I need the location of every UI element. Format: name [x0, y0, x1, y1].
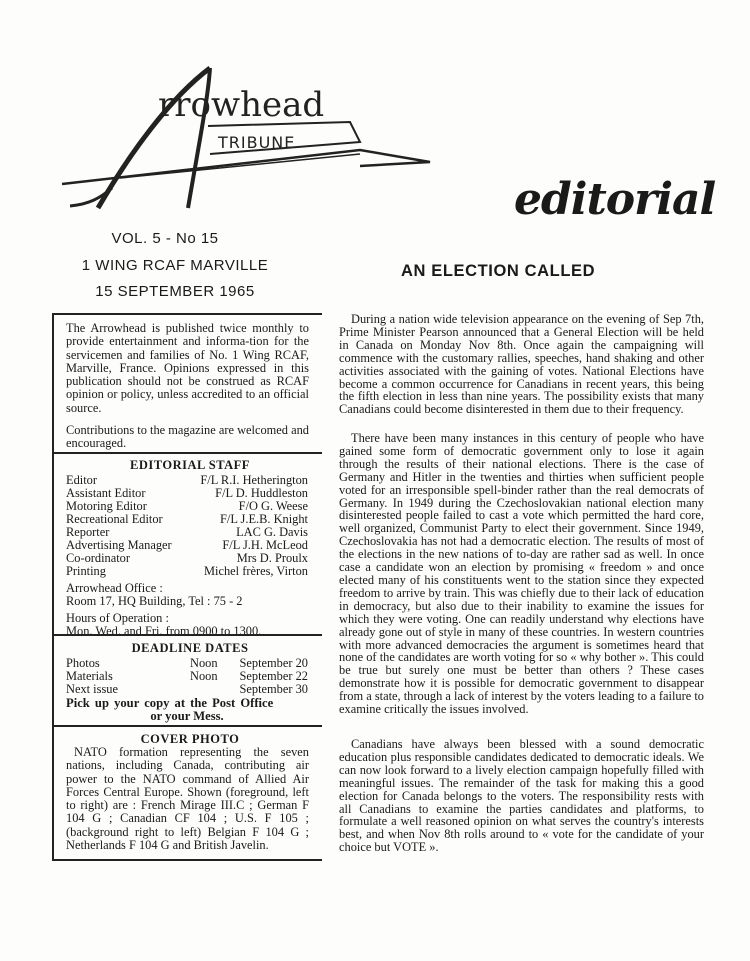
staff-row	[66, 565, 308, 578]
intro-text: The Arrowhead is published twice monthly to provide entertainment and informa-tion for the servicemen and families of No. 1 Wing RCAF, Marville, France. Opinions expressed in this publication should not be construed as RCAF opinion or policy, unless accredited to an official source.	[66, 321, 309, 415]
deadline-item: Next issue	[66, 682, 118, 696]
deadline-heading: DEADLINE DATES	[131, 641, 249, 655]
deadline-item: Photos	[66, 656, 100, 670]
article-paragraph: Canadians have always been blessed with a sound democratic education plus responsible candidates dedicated to democratic ideals. We can now look forward to a lively election campaign hopefully filled with meaningful issues. The remainder of the task for making this a good election for Canada belongs to the voters. The responsibility rests with all Canadians to examine the parties candidates and platforms, to formulate a well reasoned opinion on what serves the country's interests best, and when Nov 8th rolls around to « vote for the candidate of your choice but VOTE ».	[339, 737, 704, 855]
staff-role: Motoring Editor	[66, 499, 147, 513]
staff-role: Printing	[66, 564, 106, 578]
deadline-date: September 20	[239, 656, 308, 670]
deadline-date: September 22	[239, 669, 308, 683]
staff-name: F/L J.E.B. Knight	[219, 512, 308, 526]
deadline-item: Materials	[66, 669, 113, 683]
date-line: 15 SEPTEMBER 1965	[95, 283, 255, 300]
staff-name: F/L J.H. McLeod	[222, 538, 308, 552]
contributions-text: Contributions to the magazine are welcomed and encouraged.	[66, 423, 309, 451]
pickup-line: or your Mess.	[150, 709, 224, 723]
svg-text:TRIBUNE: TRIBUNE	[218, 133, 296, 152]
staff-heading: EDITORIAL STAFF	[130, 458, 250, 472]
divider	[52, 634, 322, 636]
deadline-time: Noon	[190, 656, 218, 670]
staff-name: Michel frères, Virton	[204, 564, 308, 578]
cover-photo-text: NATO formation representing the seven nations, including Canada, contributing air power to the NATO command of Allied Air Forces Central Europe. Shown (foreground, left to right) are : French Mirage III.C ; German F 104 G ; Canadian CF 104 ; U.S. F 105 ; (background right to left) Belgian F 104 G ; Netherlands F 104 G and British Javelin.	[66, 745, 309, 853]
divider	[52, 452, 322, 454]
article-paragraph: There have been many instances in this century of people who have gained some form of democratic government only to lose it again through the results of their national elections. There is the case of Germany and Hitler in the twenties and thirties when sufficient people voted for an irresponsible spell-binder rather than the real democrats of Germany. In 1949 during the Czechoslovakian national election many disinterested people failed to cast a vote which permitted the hard core, well organized, Communist Party to elect their government. Since 1949, Czechoslovakia has not had a democratic election. The results of most of the elections in the new nations of to-day are rather sad as well. In once case a candidate won an election by promising « freedom » and once elected many of his constituents went to the station since they expected freedom to arrive by train. This was chiefly due to their lack of education in democracy, but also due to their inability to examine the issues for which they were voting. One can readily understand why elections have already gone out of style in many of these countries. In western countries with more advanced democracies the argument is sometimes heard that none of the candidates are worth voting for so « why bother ». This could be true but surely one must be better than others ? These cases demonstrate how it is possible for democratic government to disappear from a state, through a lack of interest by the voters leading to a failure to examine critically the issues involved.	[339, 431, 704, 717]
svg-text:rrowhead: rrowhead	[158, 85, 325, 125]
hours-label: Hours of Operation :	[66, 611, 169, 625]
article-headline: AN ELECTION CALLED	[401, 262, 596, 280]
staff-role: Reporter	[66, 525, 110, 539]
office-label: Arrowhead Office :	[66, 581, 163, 595]
staff-role: Advertising Manager	[66, 538, 172, 552]
staff-role: Recreational Editor	[66, 512, 163, 526]
editorial-heading: editorial	[514, 174, 716, 225]
deadline-time: Noon	[190, 669, 218, 683]
deadline-date: September 30	[239, 682, 308, 696]
volume-line: VOL. 5 - No 15	[111, 230, 219, 247]
arrowhead-logo-icon	[60, 58, 440, 218]
staff-name: LAC G. Davis	[236, 525, 308, 539]
hours-value: Mon. Wed. and Fri. from 0900 to 1300.	[66, 624, 262, 638]
cover-photo-heading: COVER PHOTO	[140, 732, 240, 746]
wing-line: 1 WING RCAF MARVILLE	[81, 257, 269, 274]
masthead-logo	[60, 58, 440, 218]
office-value: Room 17, HQ Building, Tel : 75 - 2	[66, 594, 243, 608]
staff-name: Mrs D. Proulx	[236, 551, 308, 565]
article-paragraph: During a nation wide television appearance on the evening of Sep 7th, Prime Minister Pearson announced that a General Election will be held in Canada on Monday Nov 8th. Once again the campaigning will commence with the customary rallies, speeches, hand shaking and other activities associated with the gaining of votes. National Elections have become a common occurrence for Canadians in recent years, this being the fifth election in less than nine years. The possibility exists that many Canadians could become disinterested in them due to their frequency.	[339, 312, 704, 417]
pickup-line: Pick up your copy at the Post Office	[66, 696, 274, 710]
staff-role: Co-ordinator	[66, 551, 131, 565]
staff-name: F/L D. Huddleston	[215, 486, 308, 500]
staff-name: F/L R.I. Hetherington	[200, 473, 308, 487]
staff-name: F/O G. Weese	[238, 499, 308, 513]
staff-role: Editor	[66, 473, 97, 487]
divider	[52, 725, 322, 727]
staff-role: Assistant Editor	[66, 486, 146, 500]
